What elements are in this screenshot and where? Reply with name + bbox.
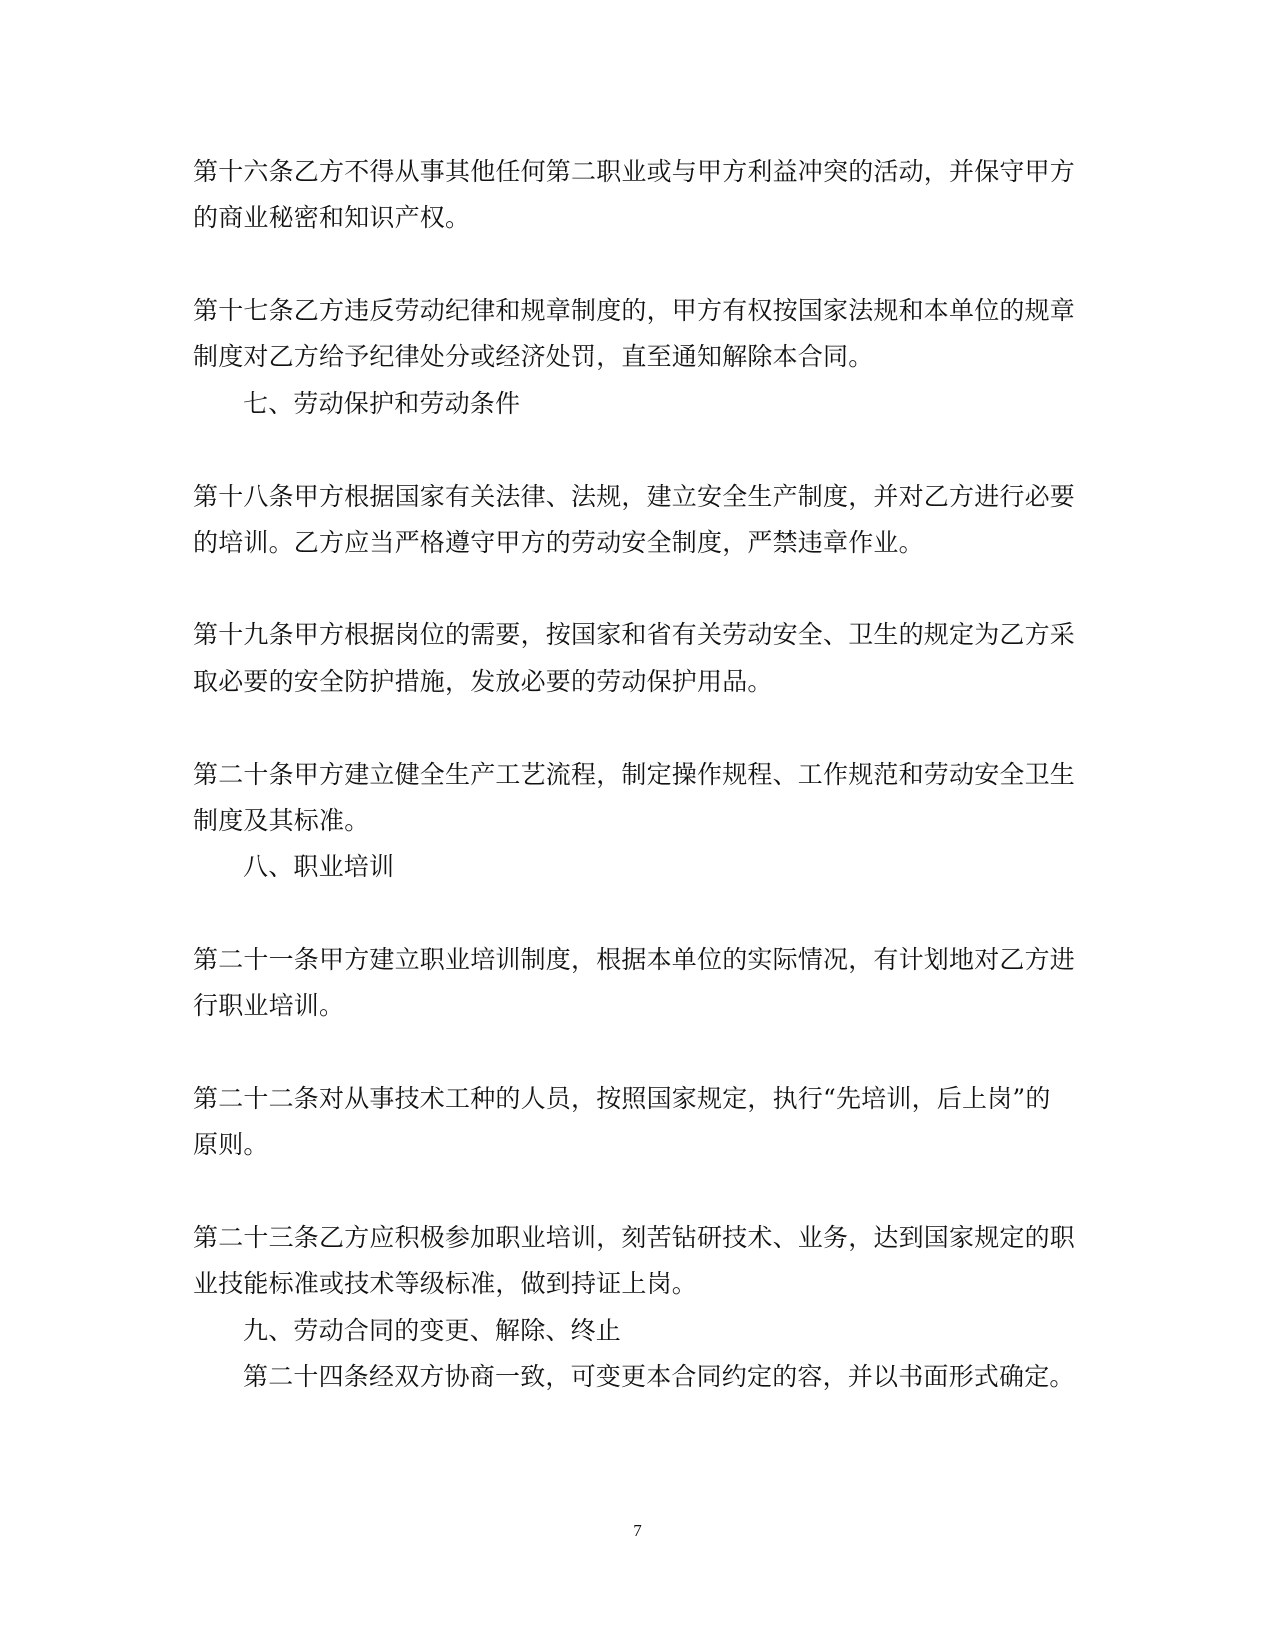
- section-heading: 八、职业培训: [243, 852, 395, 881]
- section-heading: 七、劳动保护和劳动条件: [243, 389, 521, 418]
- page-number: 7: [633, 1521, 642, 1540]
- text-line: 第二十条甲方建立健全生产工艺流程，制定操作规程、工作规范和劳动安全卫生: [193, 760, 1076, 789]
- text-line: 第二十三条乙方应积极参加职业培训，刻苦钻研技术、业务，达到国家规定的职: [193, 1223, 1076, 1252]
- text-line: 的商业秘密和知识产权。: [193, 203, 471, 232]
- text-line: 制度对乙方给予纪律处分或经济处罚，直至通知解除本合同。: [193, 342, 874, 371]
- text-line: 第二十四条经双方协商一致，可变更本合同约定的容，并以书面形式确定。: [243, 1362, 1075, 1391]
- text-line: 第十六条乙方不得从事其他任何第二职业或与甲方利益冲突的活动，并保守甲方: [193, 157, 1076, 186]
- text-line: 制度及其标准。: [193, 806, 370, 835]
- text-line: 的培训。乙方应当严格遵守甲方的劳动安全制度，严禁违章作业。: [193, 528, 924, 557]
- text-line: 原则。: [193, 1130, 269, 1159]
- text-line: 第二十一条甲方建立职业培训制度，根据本单位的实际情况，有计划地对乙方进: [193, 945, 1076, 974]
- text-line: 第十七条乙方违反劳动纪律和规章制度的，甲方有权按国家法规和本单位的规章: [193, 296, 1076, 325]
- text-line: 行职业培训。: [193, 991, 345, 1020]
- text-line: 第二十二条对从事技术工种的人员，按照国家规定，执行“先培训，后上岗”的: [193, 1084, 1051, 1113]
- section-heading: 九、劳动合同的变更、解除、终止: [243, 1316, 622, 1345]
- text-line: 第十九条甲方根据岗位的需要，按国家和省有关劳动安全、卫生的规定为乙方采: [193, 620, 1076, 649]
- text-line: 第十八条甲方根据国家有关法律、法规，建立安全生产制度，并对乙方进行必要: [193, 482, 1076, 511]
- text-line: 业技能标准或技术等级标准，做到持证上岗。: [193, 1269, 698, 1298]
- text-line: 取必要的安全防护措施，发放必要的劳动保护用品。: [193, 667, 773, 696]
